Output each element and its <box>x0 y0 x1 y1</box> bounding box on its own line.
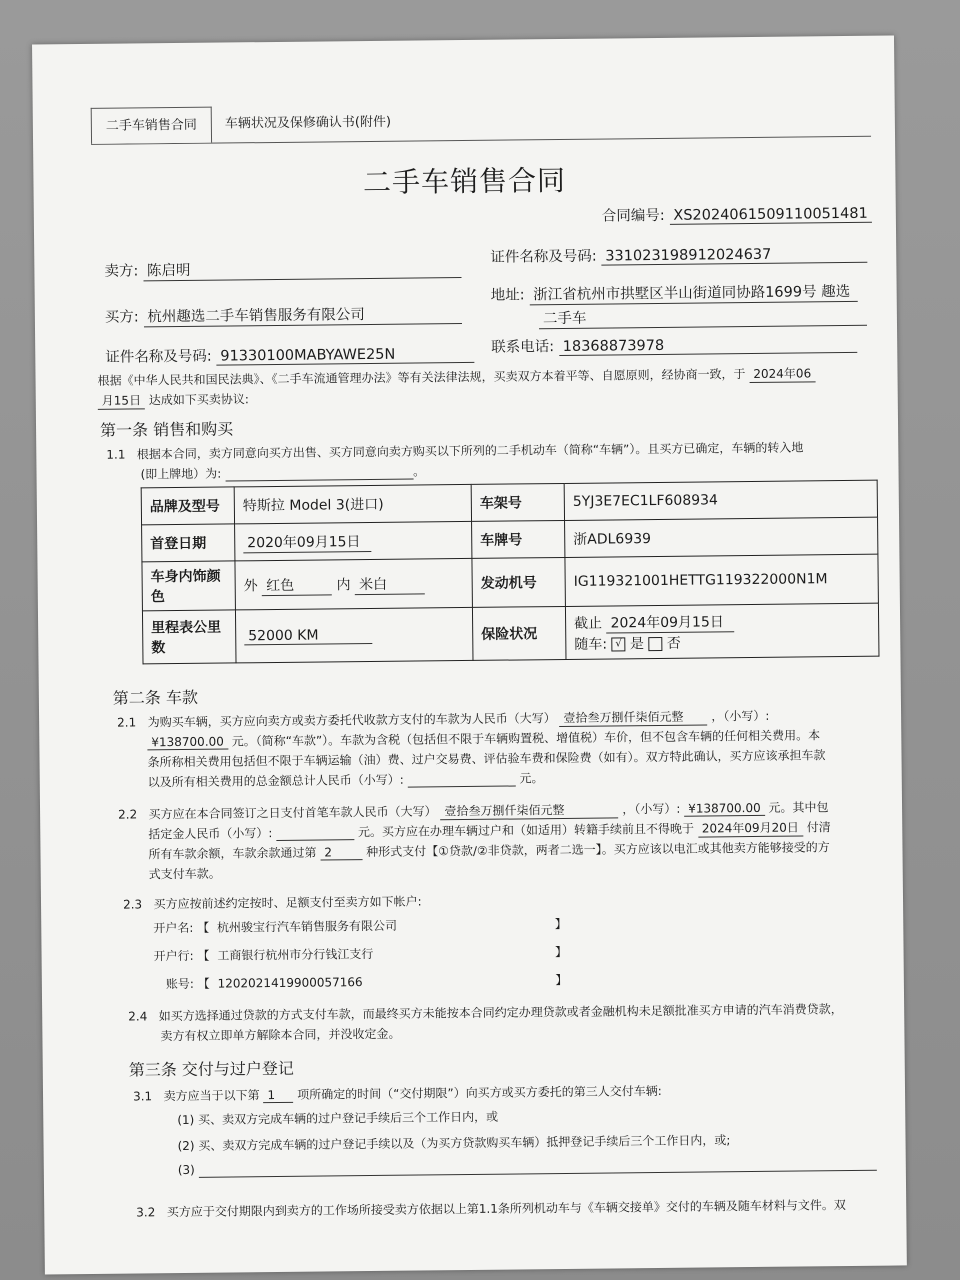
clause-2-1-line4 <box>148 769 544 790</box>
buyer-id-row <box>105 342 474 367</box>
preamble-date-part2: 月15日 <box>98 391 145 409</box>
period-mark: 。 <box>413 464 426 479</box>
clause-number: 1.1 <box>106 447 126 462</box>
vin-label: 车架号 <box>471 483 564 521</box>
with-car-label: 随车: <box>574 636 608 653</box>
clause-text: 元。买方应在办理车辆过户和（如适用）转籍手续前且不得晚于 <box>357 821 695 840</box>
buyer-id-label: 证件名称及号码: <box>105 348 212 366</box>
clause-text: 项所确定的时间（“交付期限”）向买方或买方委托的第三人交付车辆: <box>297 1083 662 1102</box>
table-row <box>142 554 878 611</box>
bracket-right: 】 <box>554 916 567 932</box>
clause-text: 以及所有相关费用的总金额总计人民币（小写）: <box>147 772 404 790</box>
buyer-name: 杭州趣选二手车销售服务有限公司 <box>143 302 461 327</box>
clause-text: 元。其中包 <box>768 800 829 815</box>
article3-title: 第三条 交付与过户登记 <box>128 1058 294 1080</box>
clause-text: 所有车款余额，车款余款通过第 <box>148 845 317 862</box>
clause-number: 2.3 <box>122 897 143 912</box>
clause-1-1-line2 <box>140 462 425 482</box>
tab-sales-contract[interactable]: 二手车销售合同 <box>91 107 212 144</box>
clause-text: (即上牌地）为: <box>140 466 222 482</box>
contract-number-label: 合同编号: <box>601 207 665 225</box>
yes-label: 是 <box>629 635 645 652</box>
bracket-left: 【 <box>197 948 210 963</box>
clause-2-4-line2: 卖方有权立即单方解除本合同，并没收定金。 <box>160 1026 401 1044</box>
table-row <box>142 603 879 664</box>
page-title: 二手车销售合同 <box>362 163 567 200</box>
clause-3-1-option2: (2) 买、卖双方完成车辆的过户登记手续以及（为买方贷款购买车辆）抵押登记手续后三个工作日内，或; <box>177 1133 731 1154</box>
buyer-address-line2-wrap <box>539 304 867 329</box>
bracket-right: 】 <box>555 972 568 988</box>
clause-text: 括定金人民币（小写）: <box>148 826 273 842</box>
balance-due-date: 2024年09月20日 <box>698 818 803 837</box>
engine-label: 发动机号 <box>472 557 566 607</box>
seller-row <box>104 256 461 282</box>
clause-2-2-line4: 式支付车款。 <box>148 866 221 882</box>
seller-id-row <box>490 242 867 267</box>
clause-2-1-line3: 条所称相关费用包括但不限于车辆运输（油）费、过户交易费、评估验车费和保险费（如有）。双方特此确认，买方应该承担车款 <box>147 748 826 770</box>
clause-number: 3.2 <box>136 1205 156 1220</box>
clause-text: 买方应在本合同签订之日支付首笔车款人民币（大写） <box>148 804 437 822</box>
brand-value: 特斯拉 Model 3(进口) <box>234 484 471 523</box>
delivery-option: 1 <box>263 1088 293 1103</box>
tab-vehicle-condition[interactable]: 车辆状况及保修确认书(附件) <box>224 114 392 132</box>
first-payment-uppercase: 壹拾叁万捌仟柒佰元整 <box>440 800 618 820</box>
first-registration-label: 首登日期 <box>142 524 235 562</box>
seller-name: 陈启明 <box>143 256 461 281</box>
clause-text: 元。 <box>519 771 544 786</box>
preamble-text2: 达成如下买卖协议: <box>148 392 249 408</box>
buyer-address-line2: 二手车 <box>539 304 867 329</box>
price-amount: ¥138700.00 <box>147 735 228 751</box>
clause-text: 根据本合同，卖方同意向买方出售、买方同意向卖方购买以下所列的二手机动车（简称“车辆”）。且买方已确定，车辆的转入地 <box>136 440 804 462</box>
clause-number: 2.4 <box>128 1009 148 1024</box>
insurance-cell <box>565 603 879 659</box>
account-bank-label: 开户行: <box>153 948 194 964</box>
clause-3-1-option3 <box>178 1156 877 1178</box>
clause-text: 买方应于交付期限内到卖方的工作场所接受卖方依据以上第1.1条所列机动车与《车辆交接单》交付的车辆及随车材料与文件。双 <box>166 1198 846 1220</box>
buyer-address-line1: 浙江省杭州市拱墅区半山街道同协路1699号 趣选 <box>529 280 857 305</box>
insurance-until-value: 2024年09月15日 <box>606 611 734 633</box>
mileage-value: 52000 KM <box>244 626 372 644</box>
seller-id-value: 331023198912024637 <box>601 246 867 266</box>
clause-text: 种形式支付【①贷款/②非贷款，两者二选一】。买方应该以电汇或其他卖方能够接受的方 <box>366 840 830 860</box>
clause-text: ，（小写）: <box>622 801 681 817</box>
clause-text: 如买方选择通过贷款的方式支付车款，而最终买方未能按本合同约定办理贷款或者金融机构未足额批准买方申请的汽车消费贷款， <box>158 1002 843 1024</box>
plate-value: 浙ADL6939 <box>565 517 878 557</box>
exterior-color: 红色 <box>262 574 332 596</box>
buyer-row <box>105 302 462 328</box>
seller-label: 卖方: <box>104 263 139 280</box>
clause-1-1 <box>106 438 803 462</box>
payment-method: 2 <box>320 845 362 860</box>
account-name-label: 开户名: <box>153 920 194 936</box>
clause-number: 2.2 <box>118 807 138 822</box>
first-payment-amount: ¥138700.00 <box>684 801 765 817</box>
exterior-label: 外 <box>243 577 258 594</box>
buyer-phone-label: 联系电话: <box>491 339 555 356</box>
clause-2-4-line1 <box>128 1000 843 1024</box>
insurance-label: 保险状况 <box>472 606 566 660</box>
account-bank-value: 工商银行杭州市分行钱江支行 <box>217 946 374 963</box>
clause-number: 2.1 <box>117 715 137 730</box>
account-bank-row <box>153 943 567 964</box>
contract-number <box>602 202 872 226</box>
yes-checkbox[interactable]: √ <box>611 637 625 651</box>
contract-number-value: XS2024061509110051481 <box>669 206 872 225</box>
first-registration-value: 2020年09月15日 <box>243 530 371 552</box>
mileage-cell <box>235 607 473 662</box>
buyer-address-label: 地址: <box>490 287 525 304</box>
no-checkbox[interactable] <box>648 636 662 650</box>
bracket-left: 【 <box>197 976 210 991</box>
clause-text: 付清 <box>806 820 831 835</box>
account-name-row <box>153 915 567 936</box>
clause-3-1-option1: (1) 买、卖双方完成车辆的过户登记手续后三个工作日内，或 <box>177 1109 499 1128</box>
preamble-line1 <box>97 364 815 390</box>
buyer-id-value: 91330100MABYAWE25N <box>216 346 474 366</box>
buyer-phone-row <box>491 332 857 357</box>
price-uppercase: 壹拾叁万捌仟柒佰元整 <box>559 707 707 727</box>
brand-label: 品牌及型号 <box>141 487 234 525</box>
clause-text: 买方应按前述约定按时、足额支付至卖方如下帐户: <box>153 894 422 912</box>
clause-text: 元。（简称“车款”）。车款为含税（包括但不限于车辆购置税、增值税）车价，但不包含车辆的任何相关费用。本 <box>231 728 821 749</box>
clause-number: 3.1 <box>132 1089 153 1104</box>
first-registration-cell <box>235 521 472 560</box>
bracket-left: 【 <box>197 920 210 935</box>
article2-title: 第二条 车款 <box>112 687 199 708</box>
preamble-date-part1: 2024年06 <box>749 364 815 383</box>
seller-id-label: 证件名称及号码: <box>490 248 597 266</box>
clause-text: 卖方应当于以下第 <box>163 1088 260 1104</box>
plate-label: 车牌号 <box>472 520 565 558</box>
preamble-line2 <box>98 390 249 410</box>
clause-text: ，（小写）: <box>711 708 770 724</box>
color-cell <box>235 558 473 609</box>
clause-3-1 <box>133 1082 662 1105</box>
tab-bar <box>91 100 871 145</box>
buyer-address-row <box>491 280 858 306</box>
clause-text: (3) <box>177 1162 195 1178</box>
engine-value: IG119321001HETTG119322000N1M <box>565 554 878 606</box>
account-name-value: 杭州骏宝行汽车销售服务有限公司 <box>216 918 398 935</box>
preamble-text: 根据《中华人民共和国民法典》、《二手车流通管理办法》等有关法律法规，买卖双方本着平等、自愿原则，经协商一致，于 <box>97 367 746 388</box>
interior-label: 内 <box>336 576 351 593</box>
no-label: 否 <box>666 635 681 652</box>
clause-text: 为购买车辆，买方应向卖方或卖方委托代收款方支付的车款为人民币（大写） <box>147 711 556 730</box>
vehicle-info-table <box>141 480 880 665</box>
mileage-label: 里程表公里数 <box>142 610 236 664</box>
insurance-until-label: 截止 <box>574 615 603 632</box>
buyer-phone-value: 18368873978 <box>559 336 857 356</box>
clause-3-2 <box>136 1196 846 1220</box>
account-number-row <box>166 971 568 992</box>
vin-value: 5YJ3E7EC1LF608934 <box>564 480 877 520</box>
interior-color: 米白 <box>355 573 425 595</box>
account-number-value: 1202021419900057166 <box>217 975 363 991</box>
account-number-label: 账号: <box>165 976 194 992</box>
clause-2-3 <box>123 892 422 912</box>
bracket-right: 】 <box>555 944 568 960</box>
buyer-label: 买方: <box>104 309 139 326</box>
color-label: 车身内饰颜色 <box>142 561 236 611</box>
article1-title: 第一条 销售和购买 <box>99 419 234 440</box>
contract-page <box>32 35 907 1274</box>
